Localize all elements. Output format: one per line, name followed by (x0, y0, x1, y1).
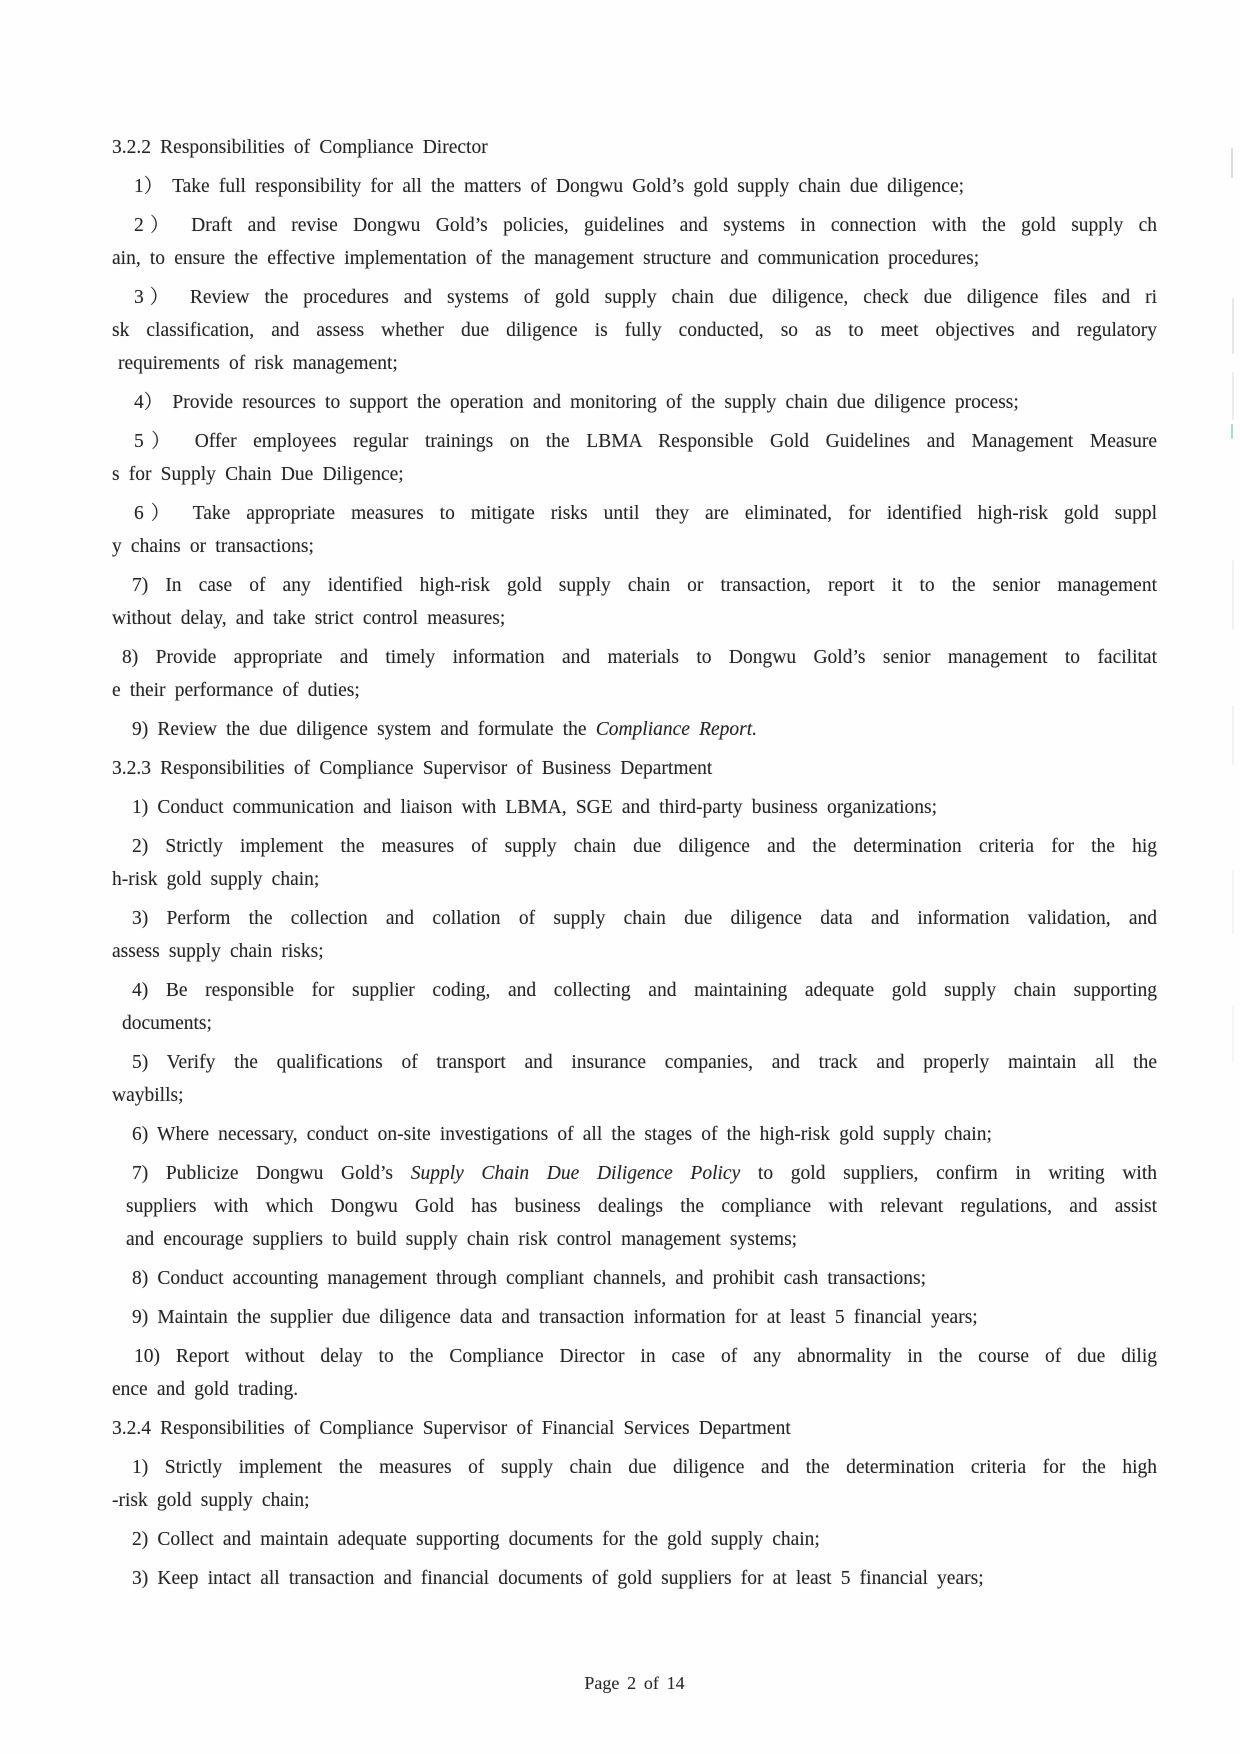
text-run: 10) Report without delay to the Compliance Director in case of any abnormality in the course of due dilig (134, 1346, 1157, 1367)
text-run: 6) Where necessary, conduct on-site investigations of all the stages of the high-risk gold supply chain; (132, 1124, 992, 1145)
text-line (112, 425, 1157, 458)
text-line (112, 641, 1157, 674)
paragraph (112, 791, 1157, 824)
text-line (112, 1412, 1157, 1445)
text-line (112, 1523, 1157, 1556)
text-line (112, 713, 1157, 746)
text-line (112, 281, 1157, 314)
paragraph (112, 1157, 1157, 1256)
document-content (112, 131, 1157, 1595)
text-run: 4） Provide resources to support the operation and monitoring of the supply chain due diligence process; (134, 392, 1019, 413)
scan-artifact (1232, 870, 1234, 934)
text-line (112, 131, 1157, 164)
paragraph (112, 974, 1157, 1040)
text-run: 3.2.4 Responsibilities of Compliance Supervisor of Financial Services Department (112, 1418, 791, 1439)
paragraph (112, 1046, 1157, 1112)
text-line (112, 347, 1157, 380)
text-line (112, 1301, 1157, 1334)
paragraph (112, 1562, 1157, 1595)
text-run: 1) Strictly implement the measures of supply chain due diligence and the determination criteria for the high (132, 1457, 1157, 1478)
text-line (112, 791, 1157, 824)
paragraph (112, 1340, 1157, 1406)
paragraph (112, 1523, 1157, 1556)
paragraph (112, 641, 1157, 707)
text-run: 3） Review the procedures and systems of gold supply chain due diligence, check due diligence files and ri (134, 287, 1157, 308)
text-line (112, 569, 1157, 602)
paragraph (112, 1262, 1157, 1295)
section-heading (112, 1412, 1157, 1445)
text-run: 2) Strictly implement the measures of supply chain due diligence and the determination criteria for the hig (132, 836, 1157, 857)
paragraph (112, 1301, 1157, 1334)
text-run: s for Supply Chain Due Diligence; (112, 464, 404, 485)
text-line (112, 497, 1157, 530)
text-run: suppliers with which Dongwu Gold has business dealings the compliance with relevant regulations, and assist (126, 1196, 1157, 1217)
text-run: sk classification, and assess whether due diligence is fully conducted, so as to meet objectives and regulatory (112, 320, 1157, 341)
text-run: 5) Verify the qualifications of transport and insurance companies, and track and properly maintain all the (132, 1052, 1157, 1073)
text-run: 6） Take appropriate measures to mitigate risks until they are eliminated, for identified high-risk gold suppl (134, 503, 1157, 524)
text-line (112, 1340, 1157, 1373)
paragraph (112, 713, 1157, 746)
text-run: 5） Offer employees regular trainings on the LBMA Responsible Gold Guidelines and Management Measure (134, 431, 1157, 452)
text-line (112, 170, 1157, 203)
text-run: ence and gold trading. (112, 1379, 299, 1400)
italic-text-run: Supply Chain Due Diligence Policy (410, 1163, 741, 1184)
text-line (112, 242, 1157, 275)
text-run: 3) Keep intact all transaction and financial documents of gold suppliers for at least 5 financial years; (132, 1568, 984, 1589)
text-run: waybills; (112, 1085, 184, 1106)
text-run: 8) Conduct accounting management through compliant channels, and prohibit cash transactions; (132, 1268, 926, 1289)
paragraph (112, 281, 1157, 380)
text-line (112, 530, 1157, 563)
text-run: 7) In case of any identified high-risk gold supply chain or transaction, report it to the senior management (132, 575, 1157, 596)
text-run: y chains or transactions; (112, 536, 314, 557)
scan-artifact (1232, 1005, 1234, 1063)
text-line (112, 830, 1157, 863)
page-footer: Page 2 of 14 (584, 1673, 685, 1693)
paragraph (112, 1451, 1157, 1517)
text-line (112, 1046, 1157, 1079)
scan-artifact (1232, 705, 1234, 765)
text-line (112, 1562, 1157, 1595)
paragraph (112, 1118, 1157, 1151)
text-line (112, 1373, 1157, 1406)
text-run: assess supply chain risks; (112, 941, 324, 962)
paragraph (112, 170, 1157, 203)
text-run: 2） Draft and revise Dongwu Gold’s policies, guidelines and systems in connection with the gold supply ch (134, 215, 1157, 236)
text-run: 3) Perform the collection and collation of supply chain due diligence data and information validation, and (132, 908, 1157, 929)
text-run: 9) Maintain the supplier due diligence data and transaction information for at least 5 financial years; (132, 1307, 978, 1328)
text-line (112, 1262, 1157, 1295)
paragraph (112, 209, 1157, 275)
text-line (112, 974, 1157, 1007)
text-run: 1) Conduct communication and liaison with LBMA, SGE and third-party business organizations; (132, 797, 938, 818)
text-run: 3.2.2 Responsibilities of Compliance Director (112, 137, 488, 158)
paragraph (112, 497, 1157, 563)
text-run: e their performance of duties; (112, 680, 360, 701)
text-run: 9) Review the due diligence system and formulate the (132, 719, 596, 740)
text-run: ain, to ensure the effective implementation of the management structure and communication procedures; (112, 248, 980, 269)
text-line (112, 1118, 1157, 1151)
scan-artifact (1232, 298, 1234, 354)
text-run: and encourage suppliers to build supply chain risk control management systems; (126, 1229, 798, 1250)
text-line (112, 1079, 1157, 1112)
text-run: 8) Provide appropriate and timely information and materials to Dongwu Gold’s senior management to facilitat (122, 647, 1157, 668)
text-line (112, 314, 1157, 347)
text-run: documents; (122, 1013, 212, 1034)
section-heading (112, 131, 1157, 164)
paragraph (112, 386, 1157, 419)
text-run: 4) Be responsible for supplier coding, and collecting and maintaining adequate gold supply chain supporting (132, 980, 1157, 1001)
text-line (112, 1157, 1157, 1190)
text-run: 1） Take full responsibility for all the matters of Dongwu Gold’s gold supply chain due diligence; (134, 176, 965, 197)
text-line (112, 386, 1157, 419)
text-run: -risk gold supply chain; (112, 1490, 310, 1511)
text-line (112, 458, 1157, 491)
text-line (112, 602, 1157, 635)
text-run: 3.2.3 Responsibilities of Compliance Supervisor of Business Department (112, 758, 713, 779)
text-line (112, 209, 1157, 242)
text-run: h-risk gold supply chain; (112, 869, 320, 890)
text-line (112, 1451, 1157, 1484)
text-line (112, 863, 1157, 896)
text-line (112, 1484, 1157, 1517)
text-run: without delay, and take strict control measures; (112, 608, 506, 629)
scan-artifact (1232, 560, 1234, 630)
text-line (112, 752, 1157, 785)
italic-text-run: Compliance Report. (595, 719, 758, 740)
text-line (112, 935, 1157, 968)
section-heading (112, 752, 1157, 785)
scan-artifact (1231, 148, 1233, 178)
text-line (112, 1007, 1157, 1040)
text-line (112, 1223, 1157, 1256)
text-run: to gold suppliers, confirm in writing with (740, 1163, 1157, 1184)
paragraph (112, 569, 1157, 635)
text-run: 2) Collect and maintain adequate supporting documents for the gold supply chain; (132, 1529, 820, 1550)
text-line (112, 674, 1157, 707)
paragraph (112, 830, 1157, 896)
paragraph (112, 425, 1157, 491)
text-run: 7) Publicize Dongwu Gold’s (132, 1163, 411, 1184)
scan-artifact (1231, 424, 1233, 439)
text-run: requirements of risk management; (118, 353, 398, 374)
paragraph (112, 902, 1157, 968)
scan-artifact (1232, 372, 1234, 420)
text-line (112, 1190, 1157, 1223)
text-line (112, 902, 1157, 935)
